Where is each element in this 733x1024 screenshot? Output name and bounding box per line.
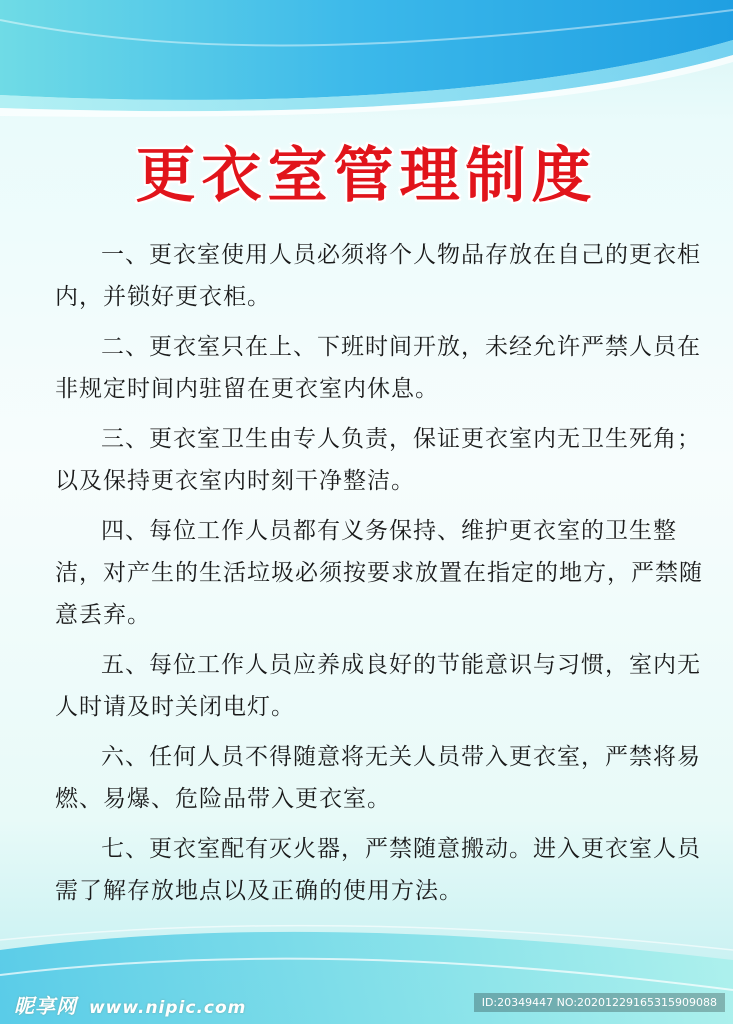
rules-body — [55, 234, 705, 920]
watermark-logo — [14, 990, 246, 1019]
page-title: 更衣室管理制度 — [135, 141, 598, 211]
rule-paragraph-7: 七、更衣室配有灭火器，严禁随意搬动。进入更衣室人员需了解存放地点以及正确的使用方法。 — [55, 836, 701, 904]
rule-paragraph-6: 六、任何人员不得随意将无关人员带入更衣室，严禁将易燃、易爆、危险品带入更衣室。 — [55, 744, 701, 812]
rule-paragraph-4: 四、每位工作人员都有义务保持、维护更衣室的卫生整洁，对产生的生活垃圾必须按要求放置在指定的地方，严禁随意丢弃。 — [55, 518, 703, 628]
watermark-logo-text: 昵享网 — [14, 994, 77, 1018]
rule-paragraph-3: 三、更衣室卫生由专人负责，保证更衣室内无卫生死角；以及保持更衣室内时刻干净整洁。 — [55, 426, 701, 494]
rule-paragraph-1: 一、更衣室使用人员必须将个人物品存放在自己的更衣柜内，并锁好更衣柜。 — [55, 242, 701, 310]
watermark-url: www.nipic.com — [88, 998, 247, 1018]
rule-paragraph-5: 五、每位工作人员应养成良好的节能意识与习惯，室内无人时请及时关闭电灯。 — [55, 652, 701, 720]
rule-paragraph-2: 二、更衣室只在上、下班时间开放，未经允许严禁人员在非规定时间内驻留在更衣室内休息。 — [55, 334, 701, 402]
watermark-id: ID:20349447 NO:20201229165315909088 — [474, 993, 725, 1012]
top-wave-decoration — [0, 0, 733, 120]
